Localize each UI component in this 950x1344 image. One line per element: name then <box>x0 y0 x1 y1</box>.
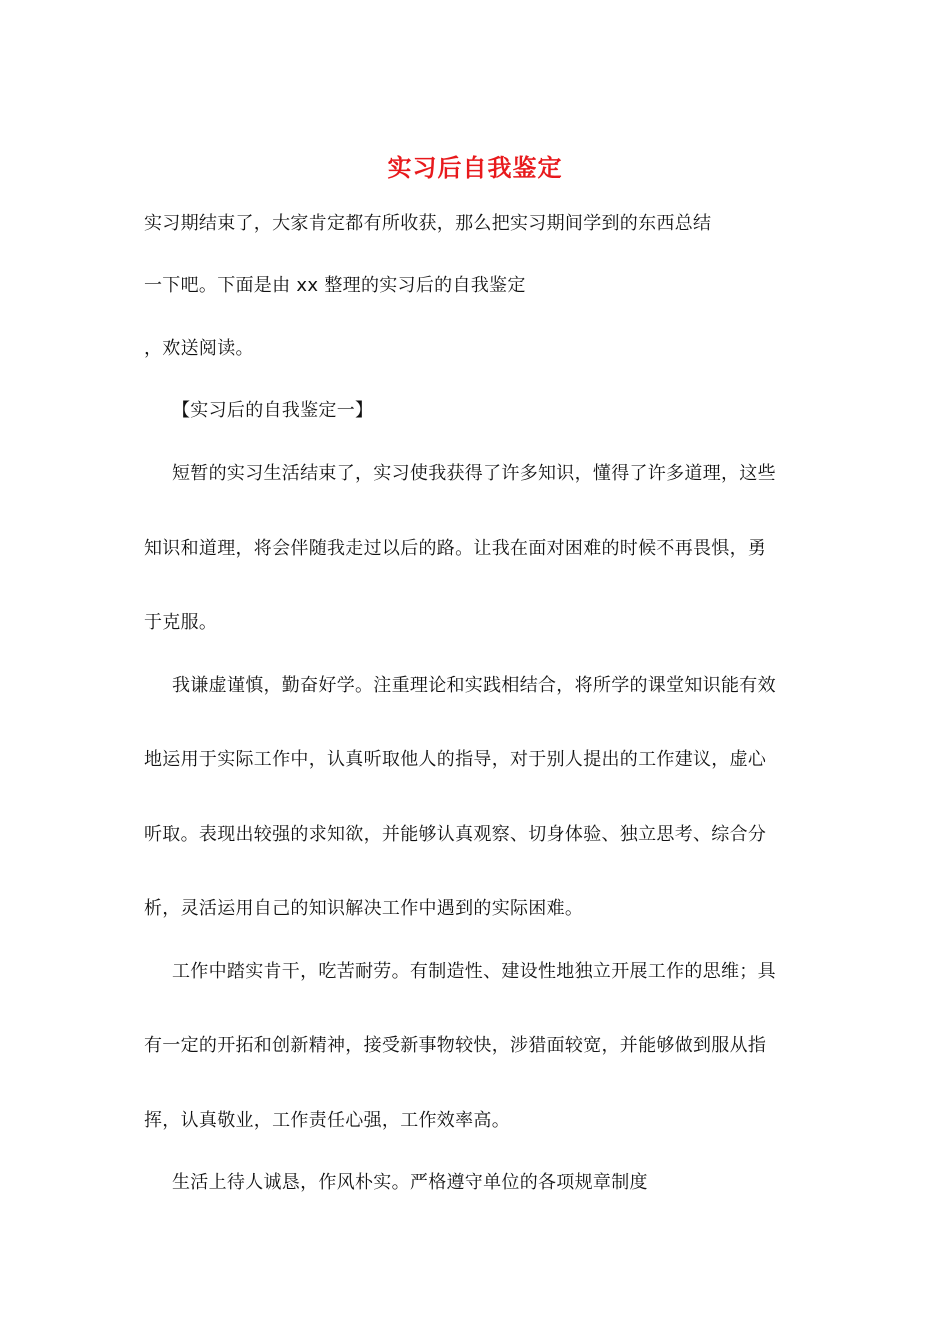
document-title: 实习后自我鉴定 <box>387 153 563 182</box>
paragraph-2-line-2: 地运用于实际工作中，认真听取他人的指导，对于别人提出的工作建议，虚心 <box>144 749 767 770</box>
paragraph-3-line-1: 工作中踏实肯干，吃苦耐劳。有制造性、建设性地独立开展工作的思维；具 <box>172 961 776 982</box>
paragraph-4-line-1: 生活上待人诚恳，作风朴实。严格遵守单位的各项规章制度 <box>172 1172 648 1193</box>
paragraph-2-line-4: 析，灵活运用自己的知识解决工作中遇到的实际困难。 <box>144 898 584 919</box>
section-heading: 【实习后的自我鉴定一】 <box>172 400 374 421</box>
intro-line-2: 一下吧。下面是由 xx 整理的实习后的自我鉴定 <box>144 275 526 296</box>
paragraph-1-line-3: 于克服。 <box>144 612 218 633</box>
paragraph-3-line-2: 有一定的开拓和创新精神，接受新事物较快，涉猎面较宽，并能够做到服从指 <box>144 1035 767 1056</box>
paragraph-3-line-3: 挥，认真敬业，工作责任心强，工作效率高。 <box>144 1110 510 1131</box>
intro-line-3: ，欢送阅读。 <box>144 338 254 359</box>
intro-line-1: 实习期结束了，大家肯定都有所收获，那么把实习期间学到的东西总结 <box>144 213 712 234</box>
paragraph-1-line-1: 短暂的实习生活结束了，实习使我获得了许多知识，懂得了许多道理，这些 <box>172 463 776 484</box>
paragraph-2-line-3: 听取。表现出较强的求知欲，并能够认真观察、切身体验、独立思考、综合分 <box>144 824 767 845</box>
paragraph-2-line-1: 我谦虚谨慎，勤奋好学。注重理论和实践相结合，将所学的课堂知识能有效 <box>172 675 776 696</box>
paragraph-1-line-2: 知识和道理，将会伴随我走过以后的路。让我在面对困难的时候不再畏惧，勇 <box>144 538 767 559</box>
